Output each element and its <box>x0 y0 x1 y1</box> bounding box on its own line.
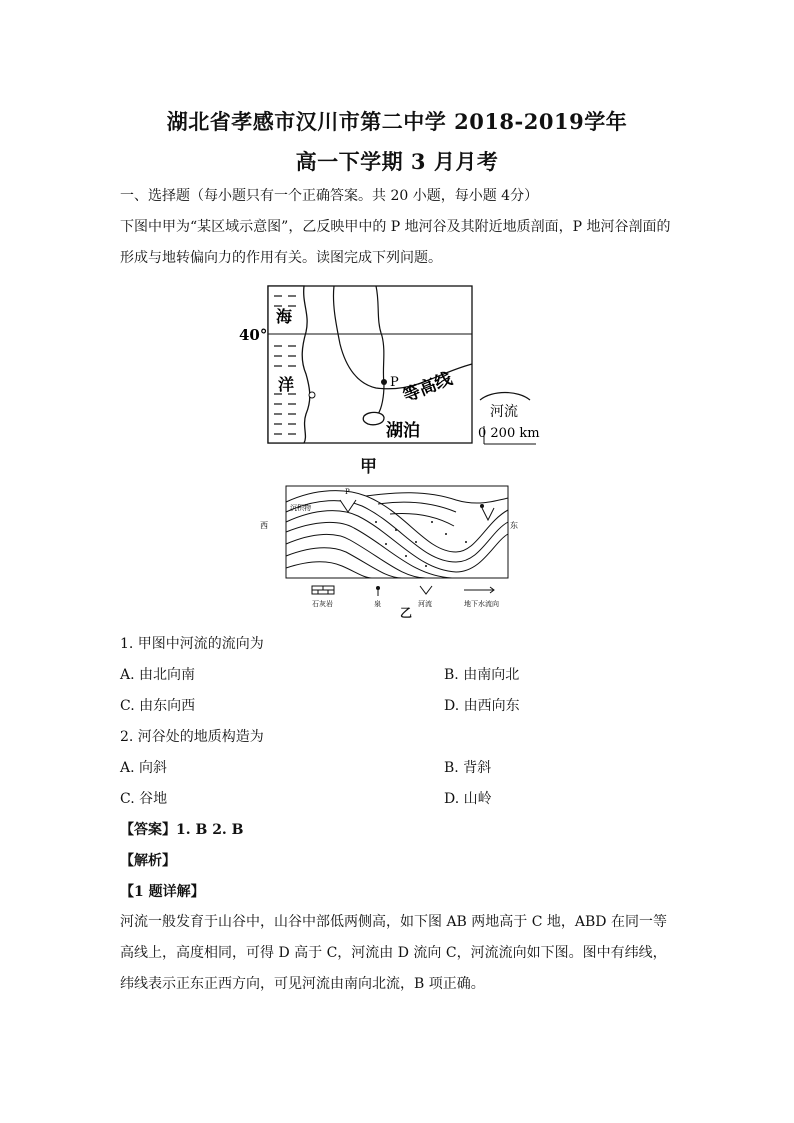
q2-option-c: C. 谷地 <box>120 791 168 807</box>
legend-limestone-symbol <box>312 586 334 594</box>
legend-river-label: 河流 <box>418 600 432 608</box>
valley-p <box>340 500 356 512</box>
river-legend-label: 河流 <box>490 404 518 420</box>
point-p-marker <box>381 379 387 385</box>
q2-option-a: A. 向斜 <box>120 760 168 776</box>
sediment-label: 沉积物 <box>290 504 311 512</box>
scale-label: 0 200 km <box>478 426 540 441</box>
latitude-label: 40° <box>239 326 268 344</box>
sea-char-1: 海 <box>276 307 293 326</box>
contour-label: 等高线 <box>400 368 456 407</box>
east-label: 东 <box>510 521 518 530</box>
figure-yi-caption: 乙 <box>400 606 413 620</box>
q1-option-d: D. 由西向东 <box>444 698 520 714</box>
detail-heading: 【1 题详解】 <box>120 884 205 900</box>
analysis-heading: 【解析】 <box>120 853 176 869</box>
legend-spring-symbol <box>376 586 380 590</box>
q2-stem: 2. 河谷处的地质构造为 <box>120 729 264 745</box>
detail-paragraph: 河流一般发育于山谷中，山谷中部低两侧高，如下图 AB 两地高于 C 地，ABD 在同一等高线上，高度相同，可得 D 高于 C，河流由 D 流向 C，河流流向如下图。图中有纬线，纬线表示正东正西方向，可见河流由南向北流，B 项正确。 <box>120 914 667 992</box>
lake-shape <box>363 412 384 424</box>
figure-jia-caption: 甲 <box>360 457 377 477</box>
sea-char-2: 洋 <box>278 375 295 394</box>
fold-strata <box>286 491 508 578</box>
p-label: P <box>345 488 350 496</box>
q1-option-b: B. 由南向北 <box>444 667 520 683</box>
figure-yi-profile <box>256 482 520 622</box>
river-line <box>376 286 384 414</box>
q1-stem: 1. 甲图中河流的流向为 <box>120 636 264 652</box>
spring-marker <box>480 504 484 508</box>
q2-option-b: B. 背斜 <box>444 760 492 776</box>
page-subtitle: 高一下学期 3 月月考 <box>295 149 499 174</box>
contour-line <box>333 286 472 389</box>
section-heading: 一、选择题（每小题只有一个正确答案。共 20 小题，每小题 4分） <box>120 188 539 204</box>
valley-east <box>482 508 494 520</box>
figure-jia-map <box>236 284 556 474</box>
q1-option-c: C. 由东向西 <box>120 698 196 714</box>
profile-frame <box>286 486 508 578</box>
q2-option-d: D. 山岭 <box>444 791 492 807</box>
intro-line-1: 下图中甲为“某区域示意图”，乙反映甲中的 P 地河谷及其附近地质剖面，P 地河谷剖面的 <box>120 219 671 235</box>
legend-groundwater-label: 地下水流向 <box>464 600 499 608</box>
legend-limestone-label: 石灰岩 <box>312 600 333 608</box>
intro-line-2: 形成与地转偏向力的作用有关。读图完成下列问题。 <box>120 250 442 266</box>
lake-label: 湖泊 <box>386 421 420 441</box>
answer-line: 【答案】1. B 2. B <box>120 822 244 838</box>
legend-spring-label: 泉 <box>374 600 381 608</box>
q1-option-a: A. 由北向南 <box>120 667 196 683</box>
west-label: 西 <box>260 521 268 530</box>
coastal-point <box>309 392 315 398</box>
point-p-label: P <box>390 375 399 390</box>
page-title: 湖北省孝感市汉川市第二中学 2018-2019学年 <box>166 109 628 134</box>
legend-river-symbol <box>420 586 432 594</box>
river-legend-symbol <box>480 393 530 401</box>
